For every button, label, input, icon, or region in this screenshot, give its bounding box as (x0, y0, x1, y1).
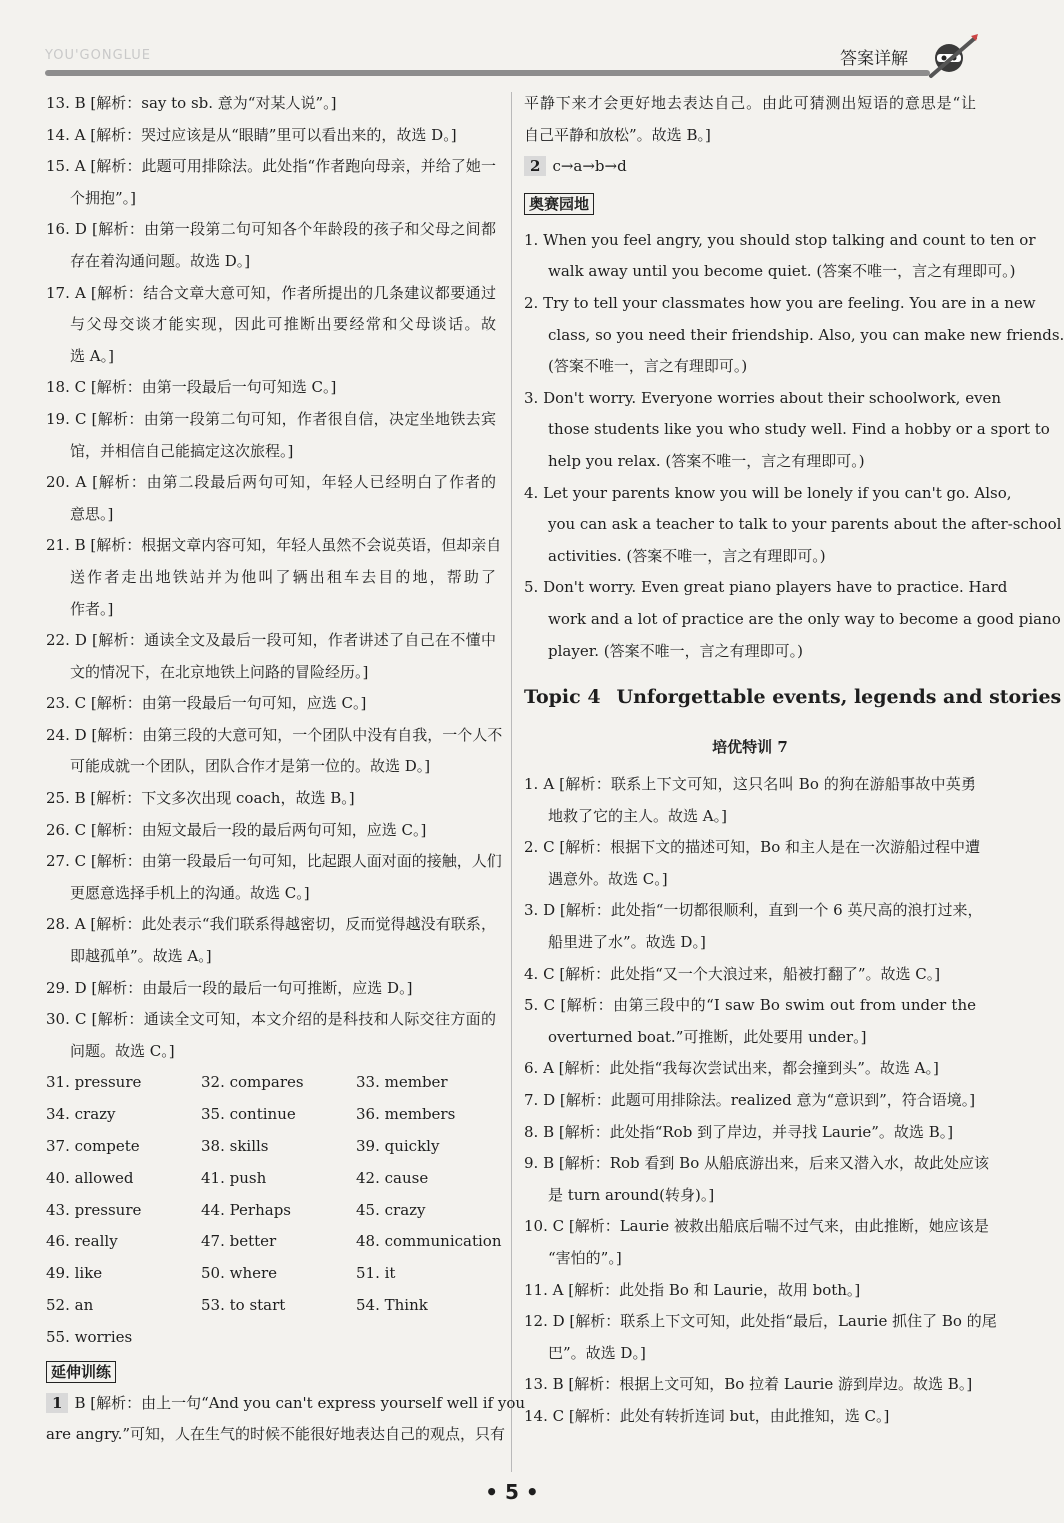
answer-item (46, 625, 496, 688)
fill-blank-answer: 32. compares (201, 1073, 304, 1092)
answer-line: 船里进了水”。故选 D。] (548, 933, 706, 952)
fill-blank-answer: 43. pressure (46, 1200, 142, 1219)
answer-line: activities. (答案不唯一，言之有理即可。) (548, 546, 826, 565)
answer-line: 问题。故选 C。] (70, 1041, 175, 1060)
answer-item (46, 973, 496, 1005)
answer-item (46, 404, 496, 467)
answer-item (524, 832, 981, 895)
answer-item (524, 990, 976, 1053)
fill-blank-answer: 42. cause (356, 1168, 429, 1187)
column-divider (511, 92, 512, 1472)
fill-blank-answer: 55. worries (46, 1327, 133, 1346)
extension-num: 1 (46, 1393, 68, 1413)
answer-line: 20. A [解析：由第二段最后两句可知，年轻人已经明白了作者的 (46, 473, 496, 492)
answer-line: you can ask a teacher to talk to your parents about the after-school (548, 515, 1062, 534)
answer-line: 地救了它的主人。故选 A。] (548, 806, 727, 825)
answer-line: 13. B [解析：根据上文可知，Bo 拉着 Laurie 游到岸边。故选 B。] (524, 1375, 973, 1394)
answer-line: 2. C [解析：根据下文的描述可知，Bo 和主人是在一次游船过程中遭 (524, 838, 981, 857)
answer-item (46, 120, 496, 152)
answer-line: 18. C [解析：由第一段最后一句可知选 C。] (46, 378, 337, 397)
answer-line: (答案不唯一，言之有理即可。) (548, 357, 748, 376)
answer-line: 15. A [解析：此题可用排除法。此处指“作者跑向母亲，并给了她一 (46, 157, 496, 176)
header-brand: YOU'GONGLUE (45, 48, 151, 63)
answer-line: 是 turn around(转身)。] (548, 1185, 715, 1204)
answer-line: walk away until you become quiet. (答案不唯一，言之有理即可。) (548, 262, 1016, 281)
answer-line: 1. A [解析：联系上下文可知，这只名叫 Bo 的狗在游船事故中英勇 (524, 775, 976, 794)
answer-line: 4. C [解析：此处指“又一个大浪过来，船被打翻了”。故选 C。] (524, 964, 941, 983)
answer-line: 16. D [解析：由第一段第二句可知各个年龄段的孩子和父母之间都 (46, 220, 496, 239)
header-title: 答案详解 (840, 49, 908, 69)
fill-blank-answer: 39. quickly (356, 1137, 440, 1155)
answer-item (46, 530, 502, 625)
answer-line: 个拥抱”。] (70, 188, 137, 207)
answer-item (524, 959, 976, 991)
mascot-icon (925, 32, 980, 80)
fill-blank-answer: 40. allowed (46, 1168, 134, 1187)
answer-line: 文的情况下，在北京地铁上问路的冒险经历。] (70, 662, 369, 681)
extension-heading (46, 1356, 496, 1388)
topic-heading (524, 675, 1062, 719)
fill-blank-answer: 41. push (201, 1168, 267, 1187)
olympiad-heading (524, 183, 976, 225)
order-num: 2 (524, 156, 546, 176)
answer-item (46, 278, 496, 373)
extension-text: B [解析：由上一句“And you can't express yourself well if you (74, 1393, 526, 1412)
answer-item (524, 1117, 976, 1149)
answer-item (524, 572, 1061, 667)
fill-blank-answer: 31. pressure (46, 1073, 142, 1092)
answer-line: 2. Try to tell your classmates how you are feeling. You are in a new (524, 293, 1036, 312)
answer-line: 14. A [解析：哭过应该是从“眼睛”里可以看出来的，故选 D。] (46, 125, 457, 144)
page-number: • 5 • (485, 1480, 539, 1504)
answer-line: 更愿意选择手机上的沟通。故选 C。] (70, 883, 310, 902)
fill-blank-answer: 54. Think (356, 1295, 428, 1314)
answer-line: 24. D [解析：由第三段的大意可知，一个团队中没有自我，一个人不 (46, 725, 503, 744)
answer-item (524, 1211, 989, 1274)
extension-line: are angry.”可知，人在生气的时候不能很好地表达自己的观点，只有 (46, 1425, 506, 1444)
fill-blank-answer: 34. crazy (46, 1105, 116, 1124)
fill-blank-grid (46, 1067, 502, 1353)
answer-item (524, 1275, 976, 1307)
answer-line: 12. D [解析：联系上下文可知，此处指“最后，Laurie 抓住了 Bo 的尾 (524, 1312, 997, 1331)
answer-line: overturned boat.”可推断，此处要用 under。] (548, 1027, 867, 1046)
answer-item (524, 478, 1062, 573)
extension-line (46, 1388, 526, 1420)
fill-blank-answer: 47. better (201, 1232, 277, 1251)
answer-item (524, 1053, 976, 1085)
answer-line: 馆，并相信自己能搞定这次旅程。] (70, 441, 294, 460)
answer-line: 4. Let your parents know you will be lonely if you can't go. Also, (524, 483, 1012, 502)
answer-line: 25. B [解析：下文多次出现 coach，故选 B。] (46, 789, 355, 808)
fill-blank-answer: 44. Perhaps (201, 1200, 291, 1219)
answer-line: 11. A [解析：此处指 Bo 和 Laurie，故用 both。] (524, 1280, 861, 1299)
answer-line: 13. B [解析：say to sb. 意为“对某人说”。] (46, 94, 337, 112)
answer-item (46, 846, 502, 909)
answer-item (46, 214, 496, 277)
answer-line: work and a lot of practice are the only way to become a good piano (548, 609, 1061, 628)
answer-line: 19. C [解析：由第一段第二句可知，作者很自信，决定坐地铁去宾 (46, 409, 496, 428)
right-column (524, 88, 1064, 1433)
answers-list-a (46, 88, 503, 1067)
topic-title: Unforgettable events, legends and stories (616, 686, 1062, 709)
topic-label: Topic 4 (524, 686, 601, 709)
answer-line: 3. Don't worry. Everyone worries about their schoolwork, even (524, 388, 1002, 407)
answer-line: 26. C [解析：由短文最后一段的最后两句可知，应选 C。] (46, 820, 427, 839)
answer-line: 28. A [解析：此处表示“我们联系得越密切，反而觉得越没有联系， (46, 915, 496, 934)
header-rule (45, 70, 930, 76)
answer-line: 送作者走出地铁站并为他叫了辆出租车去目的地，帮助了 (70, 567, 496, 586)
answer-line: 6. A [解析：此处指“我每次尝试出来，都会撞到头”。故选 A。] (524, 1059, 939, 1078)
answer-item (524, 383, 1050, 478)
answer-item (46, 815, 496, 847)
answer-line: 7. D [解析：此题可用排除法。realized 意为“意识到”，符合语境。] (524, 1091, 976, 1110)
answer-line: 9. B [解析：Rob 看到 Bo 从船底游出来，后来又潜入水，故此处应该 (524, 1154, 990, 1173)
answer-line: 与父母交谈才能实现，因此可推断出要经常和父母谈话。故 (70, 315, 496, 334)
answer-line: 即越孤单”。故选 A。] (70, 947, 212, 966)
answer-line: 存在着沟通问题。故选 D。] (70, 251, 251, 270)
answer-item (524, 769, 976, 832)
answer-line: 1. When you feel angry, you should stop talking and count to ten or (524, 230, 1036, 249)
fill-blank-answer: 49. like (46, 1264, 103, 1283)
section-label-olympiad: 奥赛园地 (524, 193, 594, 215)
answer-item (524, 225, 1036, 288)
answer-line: 选 A。] (70, 346, 114, 365)
answer-item (524, 1306, 997, 1369)
answer-line: 30. C [解析：通读全文可知，本文介绍的是科技和人际交往方面的 (46, 1010, 496, 1029)
fill-blank-answer: 35. continue (201, 1105, 296, 1124)
answer-line: help you relax. (答案不唯一，言之有理即可。) (548, 451, 865, 470)
answer-line: 23. C [解析：由第一段最后一句可知，应选 C。] (46, 694, 367, 713)
fill-blank-answer: 52. an (46, 1295, 94, 1314)
answer-line: 21. B [解析：根据文章内容可知，年轻人虽然不会说英语，但却亲自 (46, 536, 502, 555)
fill-blank-answer: 45. crazy (356, 1200, 426, 1219)
fill-blank-answer: 36. members (356, 1105, 456, 1124)
answer-item (524, 895, 983, 958)
fill-blank-answer: 48. communication (356, 1232, 502, 1251)
answer-line: “害怕的”。] (548, 1249, 622, 1267)
answer-item (524, 1085, 976, 1117)
answer-line: those students like you who study well. Find a hobby or a sport to (548, 420, 1050, 439)
answer-item (46, 720, 503, 783)
answer-item (46, 688, 496, 720)
sub-heading: 培优特训 7 (712, 738, 788, 757)
fill-blank-answer: 51. it (356, 1264, 396, 1283)
answer-item (46, 88, 496, 120)
answer-line: 22. D [解析：通读全文及最后一段可知，作者讲述了自己在不懂中 (46, 631, 496, 650)
left-column (46, 88, 526, 1451)
answer-item (524, 1369, 976, 1401)
answer-line: 29. D [解析：由最后一段的最后一句可推断，应选 D。] (46, 978, 413, 997)
answer-item (46, 467, 496, 530)
answer-line: 14. C [解析：此处有转折连词 but，由此推知，选 C。] (524, 1406, 890, 1425)
olympiad-list (524, 225, 1064, 667)
answer-item (46, 372, 496, 404)
answer-line: 17. A [解析：结合文章大意可知，作者所提出的几条建议都要通过 (46, 283, 496, 302)
fill-blank-answer: 46. really (46, 1232, 118, 1251)
answer-line: player. (答案不唯一，言之有理即可。) (548, 641, 803, 660)
order-text: c→a→b→d (552, 157, 627, 176)
answer-item (46, 783, 496, 815)
continuation-line: 自己平静和放松”。故选 B。] (524, 125, 711, 144)
fill-blank-answer: 53. to start (201, 1295, 286, 1314)
answer-line: 5. C [解析：由第三段中的“I saw Bo swim out from under the (524, 996, 976, 1015)
answer-item (524, 288, 1064, 383)
answer-item (46, 1004, 496, 1067)
answers-list-b (524, 769, 997, 1432)
answer-line: class, so you need their friendship. Also, you can make new friends. (548, 325, 1064, 344)
answer-item (524, 1401, 976, 1433)
fill-blank-answer: 38. skills (201, 1137, 269, 1155)
answer-line: 8. B [解析：此处指“Rob 到了岸边，并寻找 Laurie”。故选 B。] (524, 1122, 954, 1141)
order-answer (524, 151, 976, 183)
continuation-line: 平静下来才会更好地去表达自己。由此可猜测出短语的意思是“让 (524, 94, 976, 112)
answer-line: 作者。] (70, 599, 114, 618)
fill-blank-answer: 50. where (201, 1264, 278, 1283)
section-label-extension: 延伸训练 (46, 1361, 116, 1383)
answer-item (46, 151, 496, 214)
answer-line: 5. Don't worry. Even great piano players have to practice. Hard (524, 578, 1008, 597)
fill-blank-answer: 33. member (356, 1073, 448, 1092)
answer-line: 遇意外。故选 C。] (548, 869, 668, 888)
answer-line: 巴”。故选 D。] (548, 1343, 646, 1362)
answer-item (524, 1148, 990, 1211)
answer-line: 可能成就一个团队，团队合作才是第一位的。故选 D。] (70, 757, 431, 776)
answer-line: 27. C [解析：由第一段最后一句可知，比起跟人面对面的接触，人们 (46, 852, 502, 871)
answer-line: 意思。] (70, 504, 114, 523)
answer-item (46, 909, 496, 972)
answer-line: 3. D [解析：此处指“一切都很顺利，直到一个 6 英尺高的浪打过来， (524, 901, 983, 920)
answer-line: 10. C [解析：Laurie 被救出船底后喘不过气来，由此推断，她应该是 (524, 1217, 989, 1236)
fill-blank-answer: 37. compete (46, 1137, 140, 1155)
